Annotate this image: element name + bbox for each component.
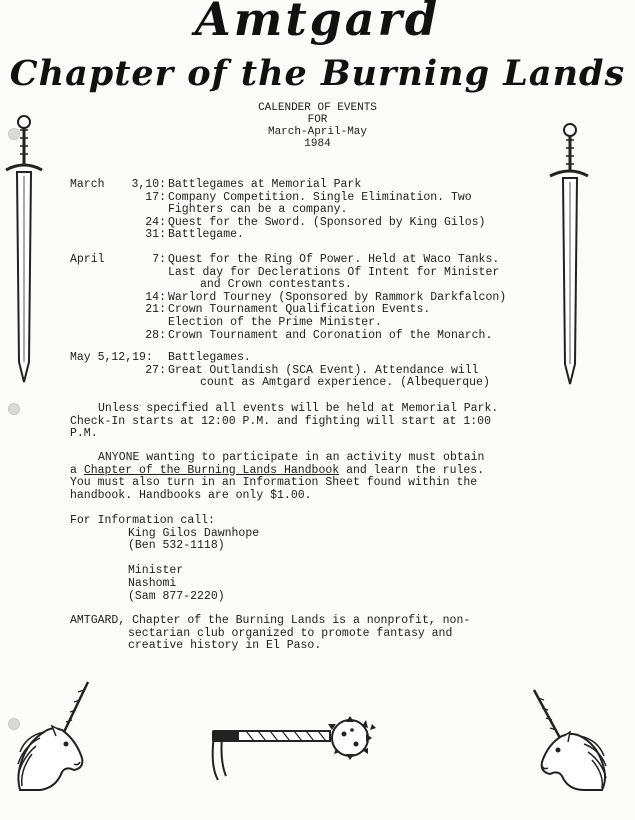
- event-text: Fighters can be a company.: [168, 203, 348, 217]
- about-line: creative history in El Paso.: [128, 639, 322, 653]
- event-date: 3,10:: [131, 178, 166, 191]
- schedule-row: [70, 317, 550, 330]
- calendar-heading-line: 1984: [304, 138, 331, 150]
- event-text: Election of the Prime Minister.: [168, 315, 382, 329]
- event-date: 28:: [145, 328, 166, 342]
- binder-hole-middle: [8, 403, 20, 415]
- handbook-text: a: [70, 463, 77, 477]
- notice-line: P.M.: [70, 427, 98, 441]
- left-unicorn-illustration: [12, 680, 94, 792]
- king-phone: (Ben 532-1118): [128, 539, 225, 553]
- schedule-april: [70, 254, 550, 342]
- location-notice: [70, 403, 570, 441]
- schedule-row: [70, 254, 550, 267]
- right-sword-illustration: [546, 120, 590, 388]
- schedule-row: [70, 217, 550, 230]
- handbook-title: Chapter of the Burning Lands Handbook: [83, 463, 340, 477]
- page-subtitle: Chapter of the Burning Lands: [9, 53, 626, 94]
- schedule-row: [70, 279, 550, 292]
- right-unicorn-illustration: [530, 688, 612, 792]
- event-text: and Crown contestants.: [200, 278, 352, 292]
- event-text: Battlegame.: [168, 228, 244, 242]
- month-label: May 5,12,19:: [70, 351, 153, 364]
- left-sword-illustration: [4, 112, 48, 388]
- contact-info: [70, 515, 550, 603]
- event-date: 31:: [145, 228, 166, 242]
- event-text: count as Amtgard experience. (Albequerque): [200, 376, 490, 390]
- event-text: Warlord Tourney (Sponsored by Rammork Darkfalcon): [168, 290, 507, 304]
- schedule-row: [70, 179, 550, 192]
- event-date: 27:: [145, 363, 166, 377]
- schedule-may: [70, 352, 550, 390]
- about-line: AMTGARD, Chapter of the Burning Lands is a nonprofit, non-: [70, 614, 471, 627]
- event-text: Crown Tournament and Coronation of the Monarch.: [168, 328, 493, 342]
- about-line: sectarian club organized to promote fantasy and: [128, 626, 453, 640]
- event-date: 17:: [145, 190, 166, 204]
- schedule-march: [70, 179, 550, 242]
- schedule-row: [70, 352, 550, 365]
- mace-illustration: [206, 716, 382, 796]
- schedule-row: [70, 229, 550, 242]
- handbook-notice: [70, 452, 570, 502]
- event-text: Battlegames at Memorial Park: [168, 178, 362, 191]
- event-text: Quest for the Ring Of Power. Held at Waco Tanks.: [168, 253, 500, 266]
- event-text: Last day for Declerations Of Intent for Minister: [168, 265, 500, 279]
- handbook-line: ANYONE wanting to participate in an activity must obtain: [98, 451, 485, 464]
- minister-title: Minister: [128, 564, 184, 578]
- notice-line: Check-In starts at 12:00 P.M. and fighting will start at 1:00: [70, 414, 491, 428]
- schedule-row: [70, 330, 550, 343]
- event-text: Great Outlandish (SCA Event). Attendance will: [168, 363, 479, 377]
- event-date: 7:: [152, 253, 166, 266]
- minister-name: Nashomi: [128, 576, 177, 590]
- king-name: King Gilos Dawnhope: [128, 526, 260, 540]
- event-text: Company Competition. Single Elimination. Two: [168, 190, 472, 204]
- contact-heading: For Information call:: [70, 514, 215, 527]
- handbook-line: handbook. Handbooks are only $1.00.: [70, 488, 312, 502]
- month-label: March: [70, 178, 105, 191]
- schedule-row: [70, 204, 550, 217]
- calendar-heading-line: March-April-May: [267, 126, 368, 138]
- event-text: Crown Tournament Qualification Events.: [168, 303, 431, 317]
- event-date: 21:: [145, 303, 166, 317]
- month-label: April: [70, 253, 105, 266]
- minister-phone: (Sam 877-2220): [128, 589, 225, 603]
- event-date: 14:: [145, 290, 166, 304]
- handbook-text: and learn the rules.: [346, 463, 485, 477]
- calendar-heading-line: FOR: [307, 114, 328, 126]
- event-text: Battlegames.: [168, 351, 251, 364]
- event-date: 24:: [145, 215, 166, 229]
- event-text: Quest for the Sword. (Sponsored by King Gilos): [168, 215, 486, 229]
- calendar-heading: [0, 102, 635, 150]
- calendar-heading-line: CALENDER OF EVENTS: [258, 102, 377, 114]
- about-section: [70, 615, 570, 653]
- schedule-row: [70, 377, 550, 390]
- handbook-line: You must also turn in an Information Sheet found within the: [70, 476, 478, 490]
- notice-line: Unless specified all events will be held at Memorial Park.: [98, 402, 499, 415]
- page-title: Amtgard: [195, 0, 440, 46]
